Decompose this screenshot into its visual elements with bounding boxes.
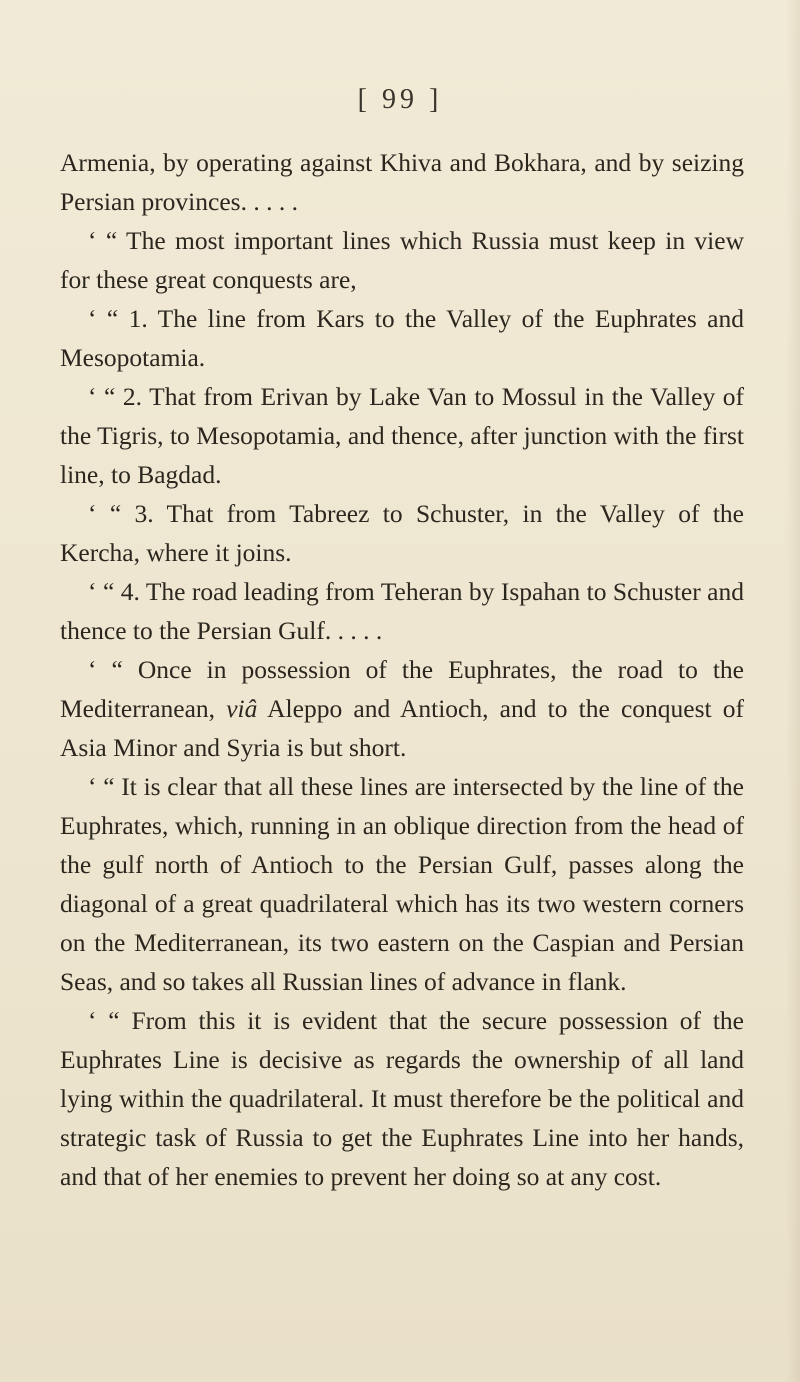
paragraph-line-2: ‘ “ 2. That from Erivan by Lake Van to Mossul in the Valley of the Tigris, to Mesopotamia, and thence, after junction with the first line, to Bagdad. [60, 382, 744, 489]
italic-via: viâ [226, 694, 258, 723]
page-number: [ 99 ] [357, 84, 443, 115]
paragraph-quote-intro: ‘ “ The most important lines which Russia must keep in view for these great conquests are, [60, 226, 744, 294]
page-edge-shadow [786, 0, 800, 1382]
paragraph-euphrates-possession-start: ‘ “ Once in possession of the Euphrates, the road to the Mediterranean, [60, 655, 744, 723]
paragraph-euphrates-possession [60, 650, 744, 767]
paragraph-line-3: ‘ “ 3. That from Tabreez to Schuster, in the Valley of the Kercha, where it joins. [60, 499, 744, 567]
paragraph-quadrilateral: ‘ “ It is clear that all these lines are intersected by the line of the Euphrates, which, running in an oblique direction from the head of the gulf north of Antioch to the Persian Gulf, passes along the diagonal of a great quadrilateral which has its two western corners on the Mediterranean, its two eastern on the Caspian and Persian Seas, and so takes all Russian lines of advance in flank. [60, 772, 744, 996]
paragraph-conclusion: ‘ “ From this it is evident that the secure possession of the Euphrates Line is decisive as regards the ownership of all land lying within the quadrilateral. It must therefore be the political and strategic task of Russia to get the Euphrates Line into her hands, and that of her enemies to prevent her doing so at any cost. [60, 1006, 744, 1191]
body-text [60, 143, 744, 1196]
paragraph-continuation: Armenia, by operating against Khiva and Bokhara, and by seizing Persian provinces. . . . . [60, 148, 744, 216]
paragraph-euphrates-possession-end: Aleppo and Antioch, and to the conquest of Asia Minor and Syria is but short. [60, 694, 745, 762]
paragraph-line-1: ‘ “ 1. The line from Kars to the Valley of the Euphrates and Mesopotamia. [60, 304, 744, 372]
paragraph-line-4: ‘ “ 4. The road leading from Teheran by Ispahan to Schuster and thence to the Persian Gulf. . . . . [60, 577, 744, 645]
